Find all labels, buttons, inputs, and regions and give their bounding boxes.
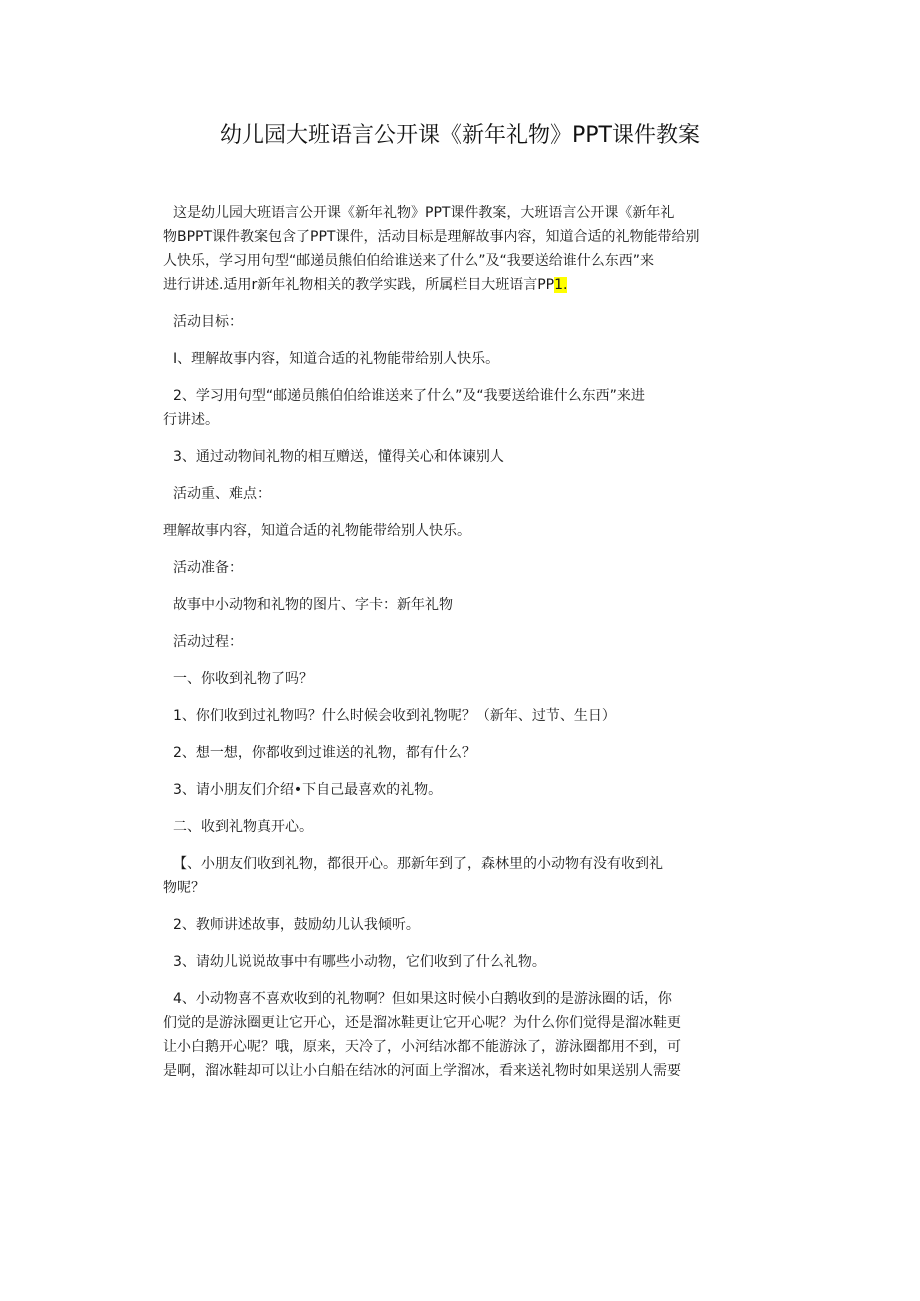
section-1-item-3: 3、请小朋友们介绍•下自己最喜欢的礼物。	[173, 782, 443, 798]
s2-item-4-line-1: 4、小动物喜不喜欢收到的礼物啊？但如果这时候小白鹅收到的是游泳圈的话，你	[173, 991, 672, 1007]
section-2-heading: 二、收到礼物真开心。	[173, 819, 313, 835]
section-2-item-3: 3、请幼儿说说故事中有哪些小动物，它们收到了什么礼物。	[173, 954, 546, 970]
key-points-heading: 活动重、难点：	[173, 486, 271, 502]
intro-line-4	[163, 273, 775, 297]
highlighted-text: 1.	[554, 277, 568, 293]
s2-item-1-line-1: 【、小朋友们收到礼物，都很开心。那新年到了，森林里的小动物有没有收到礼	[173, 856, 663, 872]
section-2-item-1	[163, 852, 775, 900]
preparation-text: 故事中小动物和礼物的图片、字卡：新年礼物	[173, 597, 453, 613]
s2-item-1-line-2: 物呢？	[163, 880, 205, 896]
s2-item-4-line-2: 们觉的是游泳圈更让它开心，还是溜冰鞋更让它开心呢？为什么你们觉得是溜冰鞋更	[163, 1015, 681, 1031]
s2-item-4-line-4: 是啊，溜冰鞋却可以让小白船在结冰的河面上学溜冰，看来送礼物时如果送别人需要	[163, 1063, 681, 1079]
intro-line-1: 这是幼儿园大班语言公开课《新年礼物》PPT课件教案，大班语言公开课《新年礼	[173, 205, 675, 221]
goal-2-line-2: 行讲述。	[163, 412, 219, 428]
process-heading: 活动过程：	[173, 634, 243, 650]
intro-line-2: 物BPPT课件教案包含了PPT课件，活动目标是理解故事内容，知道合适的礼物能带给别	[163, 229, 700, 245]
section-2-item-2: 2、教师讲述故事，鼓励幼儿认我倾听。	[173, 917, 420, 933]
intro-paragraph	[163, 201, 775, 297]
preparation-heading: 活动准备：	[173, 560, 243, 576]
s2-item-4-line-3: 让小白鹅开心呢？哦，原来，天冷了，小河结冰都不能游泳了，游泳圈都用不到，可	[163, 1039, 681, 1055]
goal-item-3: 3、通过动物间礼物的相互赠送，懂得关心和体谏别人	[173, 449, 504, 465]
intro-line-4-text: 进行讲述.适用r新年礼物相关的教学实践，所属栏目大班语言PP	[163, 277, 555, 293]
goal-item-2	[163, 384, 775, 432]
goal-2-line-1: 2、学习用句型“邮递员熊伯伯给谁送来了什么”及“我要送给谁什么东西”来进	[173, 388, 645, 404]
goal-item-1: I、理解故事内容，知道合适的礼物能带给别人快乐。	[173, 351, 500, 367]
section-2-item-4	[163, 987, 775, 1083]
section-1-heading: 一、你收到礼物了吗？	[173, 671, 313, 687]
section-1-item-1: 1、你们收到过礼物吗？什么时候会收到礼物呢？（新年、过节、生日）	[173, 708, 616, 724]
key-points-text: 理解故事内容，知道合适的礼物能带给别人快乐。	[163, 523, 471, 539]
page-title: 幼儿园大班语言公开课《新年礼物》PPT课件教案	[220, 123, 700, 148]
intro-line-3: 人快乐，学习用句型“邮递员熊伯伯给谁送来了什么”及“我要送给谁什么东西”来	[163, 253, 655, 269]
goals-heading: 活动目标：	[173, 314, 243, 330]
document-body	[163, 201, 775, 1096]
section-1-item-2: 2、想一想，你都收到过谁送的礼物，都有什么？	[173, 745, 476, 761]
